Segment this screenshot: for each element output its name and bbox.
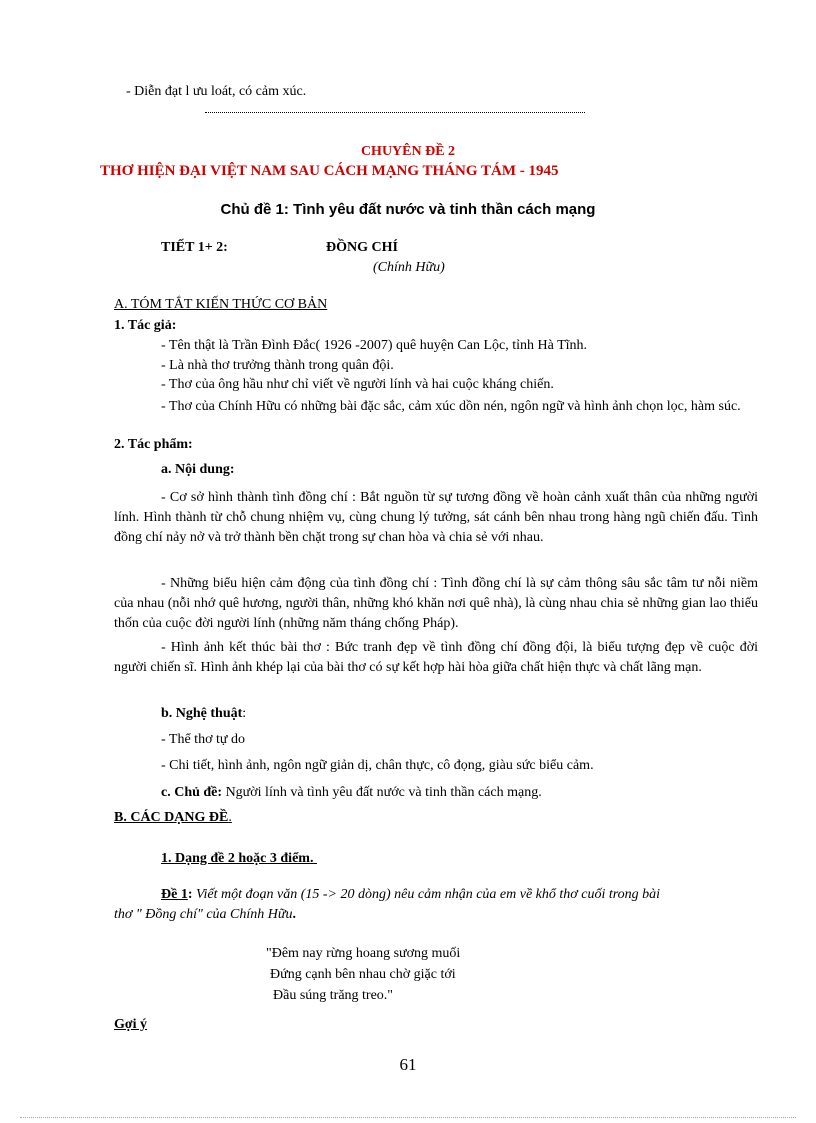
- author-heading: 1. Tác giả:: [114, 318, 177, 333]
- work-heading: 2. Tác phẩm:: [114, 437, 193, 452]
- poem-line-3: Đầu súng trăng treo.": [273, 988, 394, 1003]
- poem-line-1: "Đêm nay rừng hoang sương muối: [266, 946, 461, 961]
- type-heading: 1. Dạng đề 2 hoặc 3 điểm: [161, 851, 310, 866]
- theme-line: [161, 785, 542, 801]
- author-point-3: - Thơ của ông hầu như chỉ viết về người lính và hai cuộc kháng chiến.: [161, 377, 554, 392]
- art-heading: b. Nghệ thuật: [161, 706, 243, 721]
- section-b-heading: B. CÁC DẠNG ĐỀ: [114, 810, 229, 825]
- art-heading-line: [161, 706, 246, 722]
- author-point-4: - Thơ của Chính Hữu có những bài đặc sắc, cảm xúc dồn nén, ngôn ngữ và hình ảnh chọn lọc, hàm súc.: [161, 399, 741, 414]
- exercise-prompt-2: thơ " Đồng chí" của Chính Hữu: [114, 907, 293, 922]
- topic-title: Chủ đề 1: Tình yêu đất nước và tinh thần cách mạng: [220, 201, 596, 218]
- exercise-line-2: [114, 907, 296, 923]
- art-point-1: - Thể thơ tự do: [161, 732, 245, 747]
- type-heading-line: [161, 851, 317, 867]
- section-a-heading: A. TÓM TẮT KIẾN THỨC CƠ BẢN: [114, 297, 328, 312]
- theme-label: c. Chủ đề:: [161, 785, 223, 800]
- chapter-subtitle: THƠ HIỆN ĐẠI VIỆT NAM SAU CÁCH MẠNG THÁNG TÁM - 1945: [100, 163, 559, 179]
- exercise-line-1: [161, 887, 660, 903]
- content-point-3: - Hình ảnh kết thúc bài thơ : Bức tranh đẹp về tình đồng chí đồng đội, là biểu tượng đẹp về cuộc đời người chiến sĩ. Hình ảnh khép lại của bài thơ có sự kết hợp hài hòa giữa chất hiện thực và chất lãng mạn.: [114, 640, 758, 675]
- chapter-label: CHUYÊN ĐỀ 2: [360, 144, 456, 159]
- exercise-end: .: [292, 907, 297, 922]
- lesson-label: TIẾT 1+ 2:: [161, 240, 228, 255]
- top-bullet-line: - Diễn đạt l ưu loát, có cảm xúc.: [126, 84, 307, 99]
- exercise-colon: :: [187, 887, 193, 902]
- page-number: 61: [399, 1055, 417, 1074]
- lesson-author: (Chính Hữu): [373, 260, 445, 275]
- content-heading: a. Nội dung:: [161, 462, 235, 477]
- content-point-1: - Cơ sở hình thành tình đồng chí : Bắt nguồn từ sự tương đồng về hoàn cảnh xuất thân của những người lính. Hình thành từ chỗ chung nhiệm vụ, cùng chung lý tưởng, sát cánh bên nhau trong hàng ngũ chiến đấu. Tình đồng chí nảy nở và trở thành bền chặt trong sự chan hòa và chia sẻ với nhau.: [114, 490, 758, 545]
- section-b-heading-line: [114, 810, 232, 826]
- lesson-title: ĐỒNG CHÍ: [326, 240, 398, 255]
- page-bottom-border: [20, 1117, 796, 1118]
- author-point-1: - Tên thật là Trần Đình Đắc( 1926 -2007) quê huyện Can Lộc, tỉnh Hà Tĩnh.: [161, 338, 588, 353]
- hint-heading: Gợi ý: [114, 1017, 148, 1032]
- content-point-2: - Những biểu hiện cảm động của tình đồng chí : Tình đồng chí là sự cảm thông sâu sắc tâm tư nỗi niềm của nhau (nỗi nhớ quê hương, người thân, những khó khăn nơi quê nhà), là cùng nhau chia sẻ những gian lao thiếu thốn của cuộc đời người lính (những năm tháng chống Pháp).: [114, 576, 758, 631]
- type-heading-dot: .: [309, 851, 314, 866]
- theme-text: Người lính và tình yêu đất nước và tinh thần cách mạng.: [222, 785, 542, 800]
- art-point-2: - Chi tiết, hình ảnh, ngôn ngữ giản dị, chân thực, cô đọng, giàu sức biểu cảm.: [161, 758, 594, 773]
- dotted-separator: [205, 112, 585, 113]
- exercise-label: Đề 1: [161, 887, 188, 902]
- section-b-heading-dot: .: [228, 810, 232, 825]
- poem-line-2: Đứng cạnh bên nhau chờ giặc tới: [270, 967, 456, 982]
- author-point-2: - Là nhà thơ trưởng thành trong quân đội.: [161, 358, 394, 373]
- exercise-prompt-1: Viết một đoạn văn (15 -> 20 dòng) nêu cảm nhận của em về khổ thơ cuối trong bài: [192, 887, 661, 902]
- art-heading-colon: :: [242, 706, 247, 721]
